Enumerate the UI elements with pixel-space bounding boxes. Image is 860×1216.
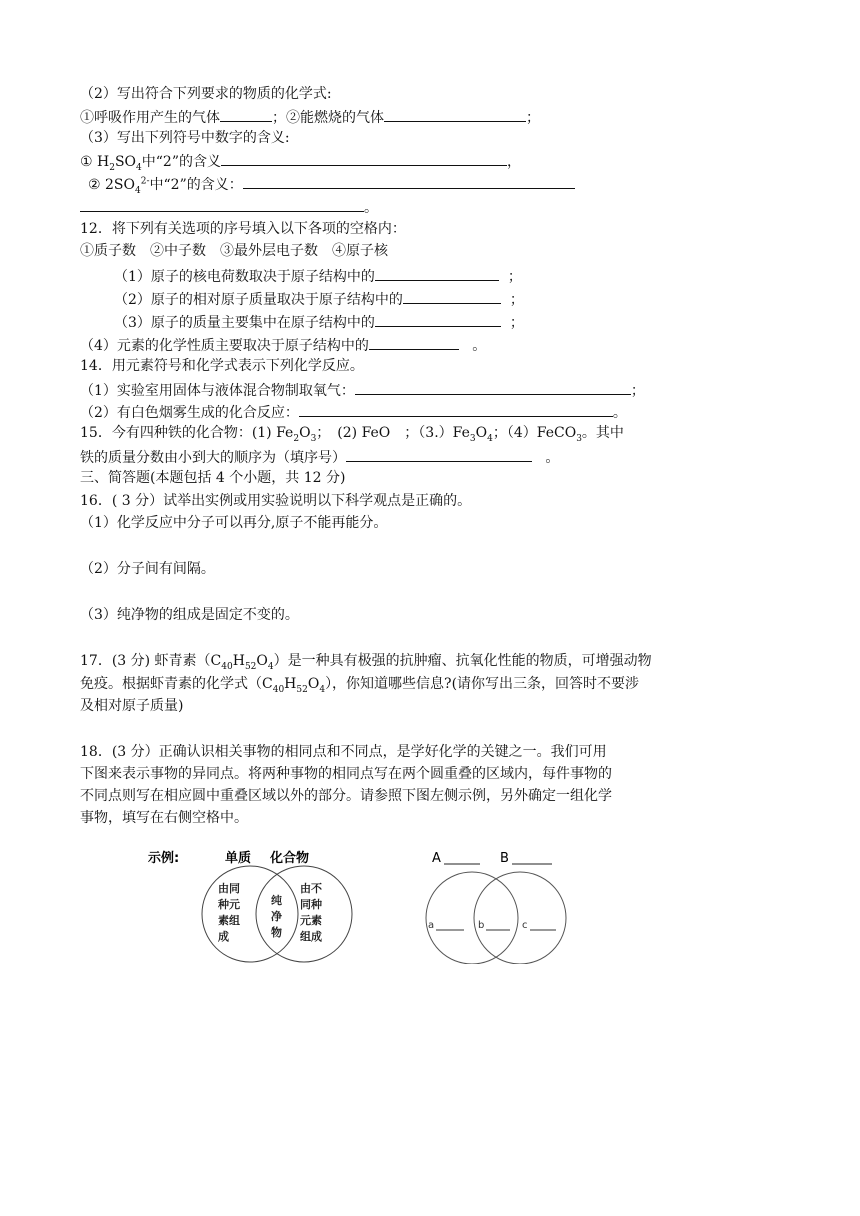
q16-item1: （1）化学反应中分子可以再分,原子不能再能分。 bbox=[80, 515, 388, 531]
q11-part3-title: （3）写出下列符号中数字的含义: bbox=[80, 130, 290, 146]
q12-item2 bbox=[114, 288, 524, 310]
subscript: 52 bbox=[244, 661, 257, 672]
q16-item3: （3）纯净物的组成是固定不变的。 bbox=[80, 607, 299, 623]
venn-right-text-1: 由不 bbox=[300, 882, 322, 895]
q11-p3-1-text: 中“2”的含义 bbox=[141, 154, 221, 170]
subscript: 2 bbox=[293, 433, 300, 444]
q11-part3-item1 bbox=[80, 150, 521, 172]
venn-region-b-label: b bbox=[478, 920, 485, 931]
subscript: 4 bbox=[487, 433, 493, 444]
q16-title: 16．( 3 分）试举出实例或用实验说明以下科学观点是正确的。 bbox=[80, 493, 472, 509]
answer-blank-q12-3[interactable] bbox=[375, 311, 501, 327]
punct: ； bbox=[509, 315, 524, 331]
q14-item1 bbox=[80, 379, 645, 401]
punct: ； bbox=[509, 292, 524, 308]
q12-item4 bbox=[80, 334, 486, 356]
venn-left-circle bbox=[202, 866, 298, 962]
q18-line1: 18．(3 分）正确认识相关事物的相同点和不同点，是学好化学的关键之一。我们可用 bbox=[80, 744, 607, 760]
q14-item1-text: （1）实验室用固体与液体混合物制取氧气： bbox=[80, 383, 355, 399]
q12-item4-text: （4）元素的化学性质主要取决于原子结构中的 bbox=[80, 338, 369, 354]
formula-h2so4-b: SO bbox=[114, 154, 137, 170]
q17-text-f: H bbox=[284, 676, 297, 692]
venn-mid-text-3: 物 bbox=[271, 926, 282, 939]
venn-example-diagram bbox=[140, 842, 380, 967]
q15-line2-text: 铁的质量分数由小到大的顺序为（填序号） bbox=[80, 450, 346, 466]
venn-blank-diagram bbox=[420, 844, 590, 964]
answer-blank-q12-4[interactable] bbox=[369, 334, 459, 350]
answer-blank-respiration-gas[interactable] bbox=[220, 106, 272, 122]
subscript: 3 bbox=[576, 433, 582, 444]
subscript: 3 bbox=[469, 433, 476, 444]
q11-part3-item2-cont bbox=[80, 196, 378, 218]
punct: 。 bbox=[472, 338, 487, 354]
venn-right-text-4: 组成 bbox=[300, 930, 322, 943]
answer-blank-2so4-a[interactable] bbox=[243, 173, 575, 189]
venn-right-text-2: 同种 bbox=[300, 898, 322, 911]
section3-title: 三、简答题(本题包括 4 个小题，共 12 分) bbox=[80, 470, 346, 486]
q11-part2-title: （2）写出符合下列要求的物质的化学式: bbox=[80, 86, 332, 102]
venn-region-c-label: c bbox=[522, 920, 528, 931]
q12-item1-text: （1）原子的核电荷数取决于原子结构中的 bbox=[114, 269, 375, 285]
q11-part3-item2 bbox=[88, 173, 575, 195]
venn-region-a-label: a bbox=[428, 920, 435, 931]
q17-text-a: 17．(3 分) 虾青素（C bbox=[80, 653, 222, 669]
subscript: 4 bbox=[319, 684, 326, 695]
q17-line1 bbox=[80, 651, 652, 671]
venn-mid-text-2: 净 bbox=[271, 910, 282, 923]
punct: ； bbox=[507, 269, 522, 285]
venn-a-title: A bbox=[432, 851, 441, 866]
venn-left-text-1: 由同 bbox=[218, 882, 240, 895]
venn-left-text-4: 成 bbox=[218, 930, 229, 943]
superscript: 2- bbox=[140, 176, 150, 187]
q15-line2 bbox=[80, 446, 559, 468]
q15-text-a: 15．今有四种铁的化合物：(1) Fe bbox=[80, 425, 294, 441]
q17-line2 bbox=[80, 674, 639, 694]
formula-h2so4-a: ① H bbox=[80, 154, 110, 170]
answer-blank-q12-1[interactable] bbox=[375, 265, 499, 281]
subscript: 3 bbox=[310, 433, 317, 444]
answer-blank-2so4-b[interactable] bbox=[80, 196, 364, 212]
q15-text-b: O bbox=[299, 425, 311, 441]
venn-b-circle bbox=[474, 872, 566, 964]
formula-2so4: ② 2SO bbox=[88, 177, 135, 193]
q18-line3: 不同点则写在相应圆中重叠区域以外的部分。请参照下图左侧示例，另外确定一组化学 bbox=[80, 788, 612, 804]
venn-left-text-3: 素组 bbox=[218, 914, 240, 927]
q16-item2: （2）分子间有间隔。 bbox=[80, 561, 215, 577]
q15-text-f: 。其中 bbox=[581, 425, 624, 441]
punct: 。 bbox=[364, 200, 378, 216]
q17-text-d: ）是一种具有极强的抗肿瘤、抗氧化性能的物质，可增强动物 bbox=[273, 653, 652, 669]
q18-line2: 下图来表示事物的异同点。将两种事物的相同点写在两个圆重叠的区域内，每件事物的 bbox=[80, 766, 612, 782]
venn-mid-text-1: 纯 bbox=[271, 894, 282, 907]
answer-blank-q14-1[interactable] bbox=[355, 379, 631, 395]
answer-blank-q15[interactable] bbox=[346, 446, 532, 462]
punct: 。 bbox=[545, 450, 560, 466]
q15-text-d: O bbox=[475, 425, 488, 441]
venn-left-title: 单质 bbox=[225, 851, 252, 866]
venn-right-title: 化合物 bbox=[270, 851, 310, 866]
venn-a-circle bbox=[426, 872, 518, 964]
subscript: 4 bbox=[134, 185, 141, 196]
q12-title: 12．将下列有关选项的序号填入以下各项的空格内： bbox=[80, 221, 406, 237]
subscript: 40 bbox=[272, 684, 285, 695]
answer-blank-q12-2[interactable] bbox=[403, 288, 501, 304]
answer-blank-q14-2[interactable] bbox=[299, 401, 613, 417]
q12-item3 bbox=[114, 311, 524, 333]
q17-text-c: O bbox=[256, 653, 268, 669]
q17-text-b: H bbox=[232, 653, 245, 669]
subscript: 4 bbox=[136, 162, 142, 173]
q18-line4: 事物，填写在右侧空格中。 bbox=[80, 810, 248, 826]
venn-example-label: 示例: bbox=[148, 851, 180, 866]
q12-item2-text: （2）原子的相对原子质量取决于原子结构中的 bbox=[114, 292, 403, 308]
q12-item3-text: （3）原子的质量主要集中在原子结构中的 bbox=[114, 315, 375, 331]
subscript: 52 bbox=[296, 684, 308, 695]
q14-item2-text: （2）有白色烟雾生成的化合反应： bbox=[80, 405, 299, 421]
punct: ； bbox=[630, 383, 645, 399]
q11-part2-line bbox=[80, 106, 540, 128]
q15-text-e: ；（4）FeCO bbox=[492, 425, 577, 441]
q17-line3: 及相对原子质量) bbox=[80, 698, 184, 714]
answer-blank-combustible-gas[interactable] bbox=[384, 106, 526, 122]
venn-b-title: B bbox=[500, 851, 509, 866]
punct: ， bbox=[507, 154, 521, 170]
q17-text-g: O bbox=[307, 676, 320, 692]
q15-text-c: ； (2) FeO ；（3.）Fe bbox=[316, 425, 470, 441]
answer-blank-h2so4[interactable] bbox=[221, 150, 507, 166]
subscript: 40 bbox=[221, 661, 233, 672]
q11-p3-2-text: 中“2”的含义： bbox=[149, 177, 243, 193]
q12-options: ①质子数 ②中子数 ③最外层电子数 ④原子核 bbox=[80, 243, 388, 259]
q11-p2-sep: ；②能燃烧的气体 bbox=[272, 110, 384, 126]
q12-item1 bbox=[114, 265, 522, 287]
venn-left-text-2: 种元 bbox=[218, 898, 240, 911]
q11-p2-end: ； bbox=[526, 110, 540, 126]
q14-item2 bbox=[80, 401, 627, 423]
venn-right-text-3: 元素 bbox=[300, 914, 322, 927]
subscript: 2 bbox=[109, 162, 115, 173]
q17-text-e: 免疫。根据虾青素的化学式（C bbox=[80, 676, 273, 692]
q14-title: 14．用元素符号和化学式表示下列化学反应。 bbox=[80, 358, 364, 374]
subscript: 4 bbox=[267, 661, 274, 672]
q17-text-h: ），你知道哪些信息?(请你写出三条，回答时不要涉 bbox=[325, 676, 640, 692]
q11-p2-a: ①呼吸作用产生的气体 bbox=[80, 110, 220, 126]
punct: 。 bbox=[612, 405, 627, 421]
q15-line1 bbox=[80, 423, 624, 443]
